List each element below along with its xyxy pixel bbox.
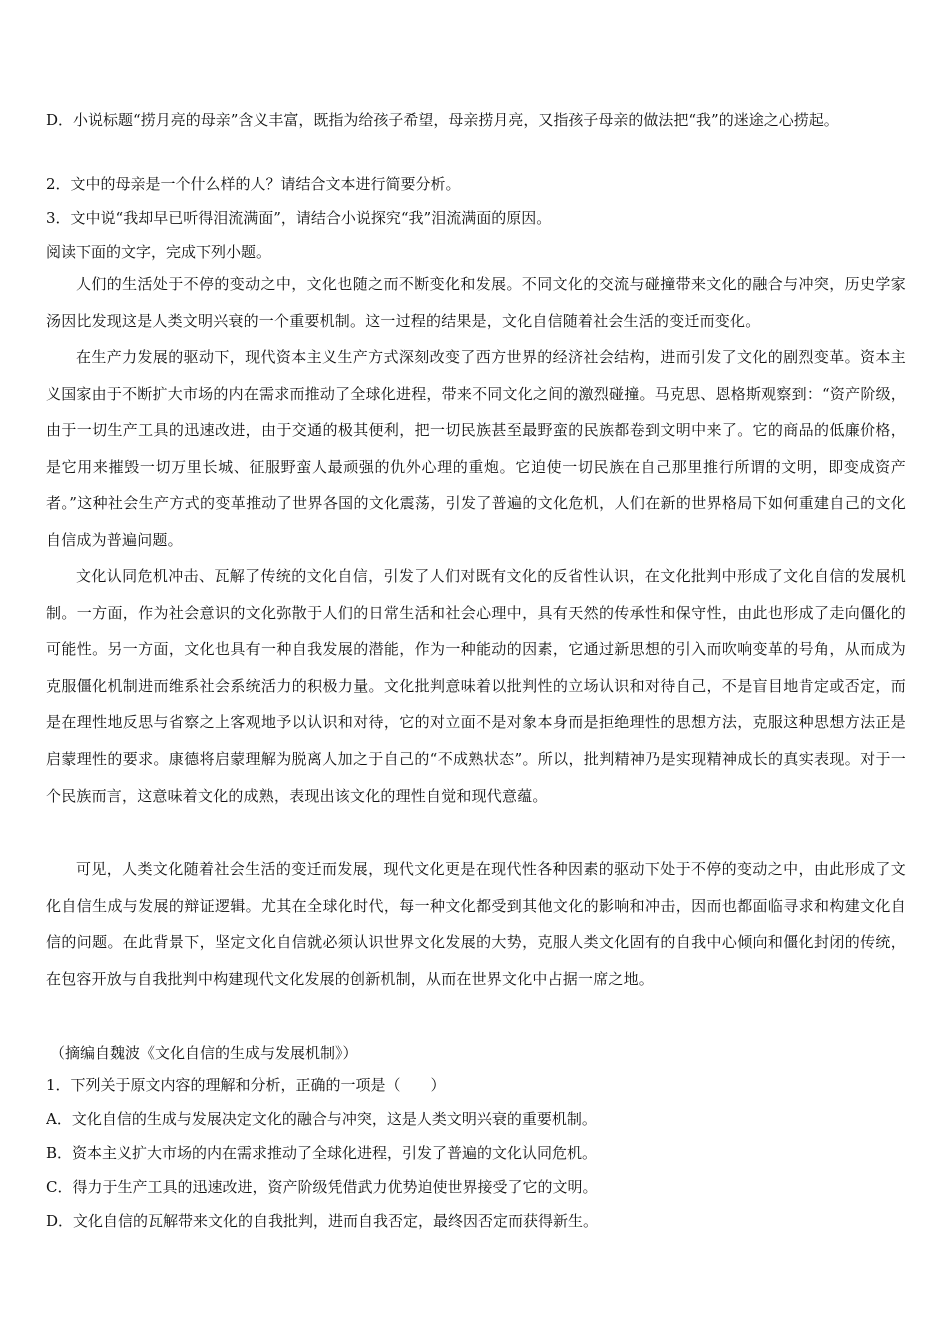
question-2: 2．文中的母亲是一个什么样的人？请结合文本进行简要分析。 [46, 175, 461, 193]
passage-paragraph-1: 人们的生活处于不停的变动之中，文化也随之而不断变化和发展。不同文化的交流与碰撞带来文化的融合与冲突，历史学家汤因比发现这是人类文明兴衰的一个重要机制。这一过程的结果是，文化自信随着社会生活的变迁而变化。 [46, 275, 906, 330]
question-1-stem: 1．下列关于原文内容的理解和分析，正确的一项是（ ） [46, 1076, 446, 1094]
question-1-option-b[interactable]: B．资本主义扩大市场的内在需求推动了全球化进程，引发了普遍的文化认同危机。 [46, 1144, 598, 1162]
passage-paragraph-2: 在生产力发展的驱动下，现代资本主义生产方式深刻改变了西方世界的经济社会结构，进而引发了文化的剧烈变革。资本主义国家由于不断扩大市场的内在需求而推动了全球化进程，带来不同文化之间的激烈碰撞。马克思、恩格斯观察到：“资产阶级，由于一切生产工具的迅速改进，由于交通的极其便利，把一切民族甚至最野蛮的民族都卷到文明中来了。它的商品的低廉价格，是它用来摧毁一切万里长城、征服野蛮人最顽强的仇外心理的重炮。它迫使一切民族在自己那里推行所谓的文明，即变成资产者。”这种社会生产方式的变革推动了世界各国的文化震荡，引发了普遍的文化危机，人们在新的世界格局下如何重建自己的文化自信成为普遍问题。 [46, 348, 906, 549]
prev-question-option-d: D．小说标题“捞月亮的母亲”含义丰富，既指为给孩子希望，母亲捞月亮，又指孩子母亲的做法把“我”的迷途之心捞起。 [46, 111, 839, 129]
question-1-option-d[interactable]: D．文化自信的瓦解带来文化的自我批判，进而自我否定，最终因否定而获得新生。 [46, 1212, 599, 1230]
passage-source: （摘编自魏波《文化自信的生成与发展机制》） [50, 1044, 358, 1062]
passage-paragraph-4: 可见，人类文化随着社会生活的变迁而发展，现代文化更是在现代性各种因素的驱动下处于不停的变动之中，由此形成了文化自信生成与发展的辩证逻辑。尤其在全球化时代，每一种文化都受到其他文化的影响和冲击，因而也都面临寻求和构建文化自信的问题。在此背景下，坚定文化自信就必须认识世界文化发展的大势，克服人类文化固有的自我中心倾向和僵化封闭的传统，在包容开放与自我批判中构建现代文化发展的创新机制，从而在世界文化中占据一席之地。 [46, 860, 906, 988]
reading-instruction: 阅读下面的文字，完成下列小题。 [46, 243, 272, 261]
question-1-option-a[interactable]: A．文化自信的生成与发展决定文化的融合与冲突，这是人类文明兴衰的重要机制。 [46, 1110, 597, 1128]
passage-paragraph-3: 文化认同危机冲击、瓦解了传统的文化自信，引发了人们对既有文化的反省性认识，在文化批判中形成了文化自信的发展机制。一方面，作为社会意识的文化弥散于人们的日常生活和社会心理中，具有天然的传承性和保守性，由此也形成了走向僵化的可能性。另一方面，文化也具有一种自我发展的潜能，作为一种能动的因素，它通过新思想的引入而吹响变革的号角，从而成为克服僵化机制进而维系社会系统活力的积极力量。文化批判意味着以批判性的立场认识和对待自己，不是盲目地肯定或否定，而是在理性地反思与省察之上客观地予以认识和对待，它的对立面不是对象本身而是拒绝理性的思想方法，克服这种思想方法正是启蒙理性的要求。康德将启蒙理解为脱离人加之于自己的“不成熟状态”。所以，批判精神乃是实现精神成长的真实表现。对于一个民族而言，这意味着文化的成熟，表现出该文化的理性自觉和现代意蕴。 [46, 567, 906, 805]
question-3: 3．文中说“我却早已听得泪流满面”，请结合小说探究“我”泪流满面的原因。 [46, 209, 552, 227]
question-1-option-c[interactable]: C．得力于生产工具的迅速改进，资产阶级凭借武力优势迫使世界接受了它的文明。 [46, 1178, 598, 1196]
